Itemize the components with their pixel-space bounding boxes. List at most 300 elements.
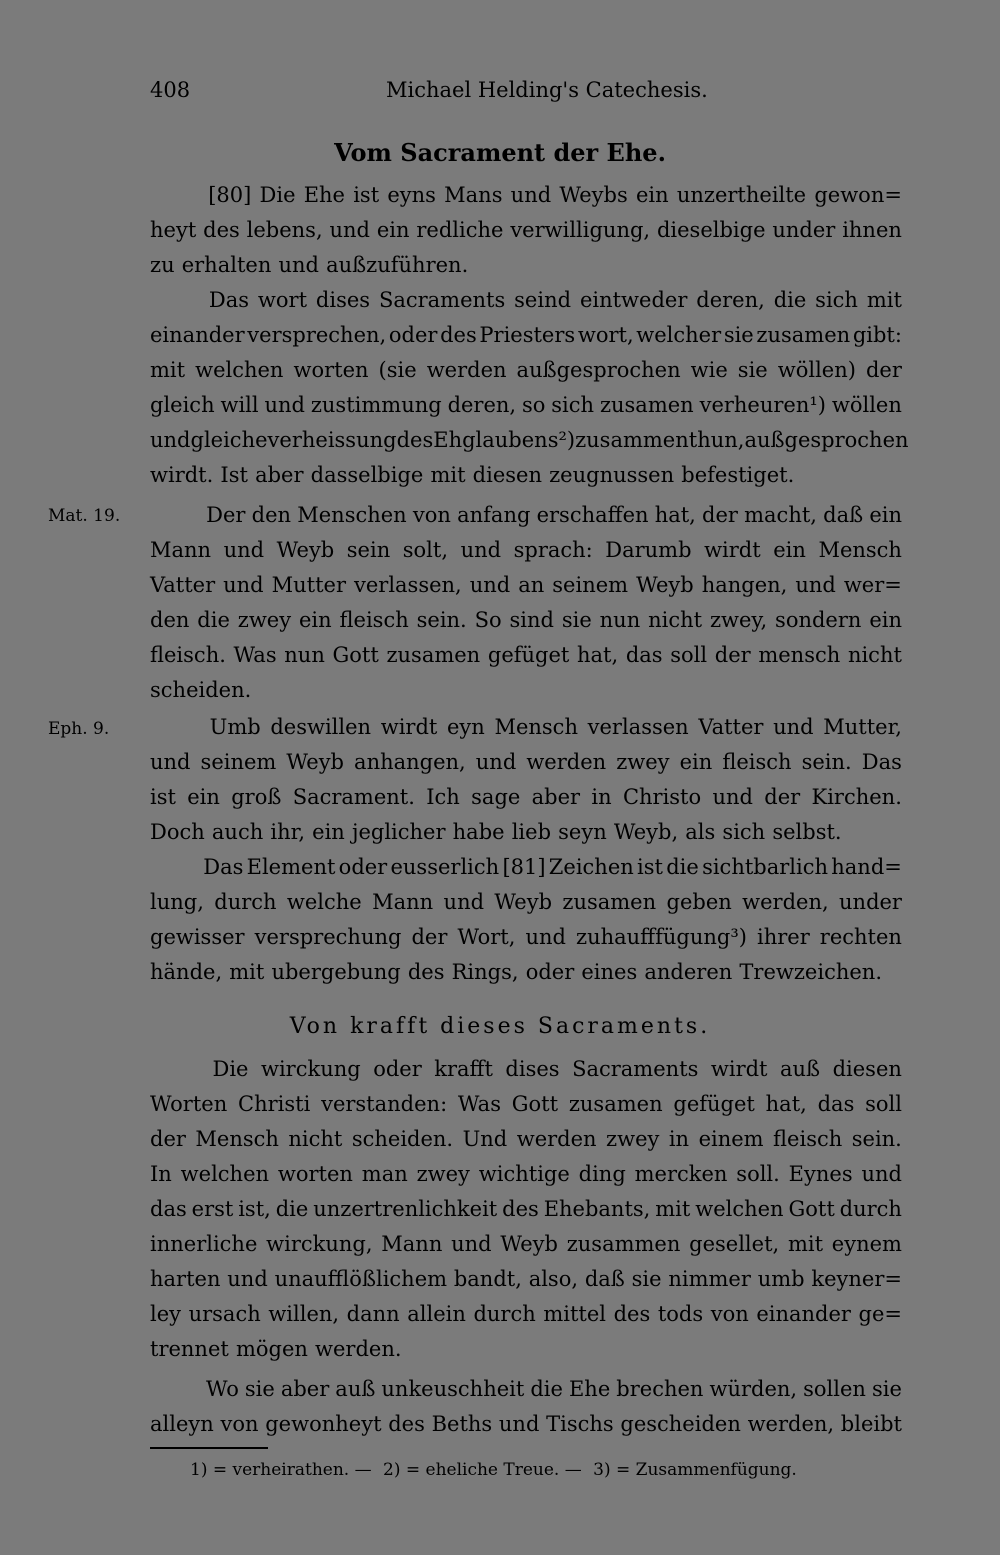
word: an <box>518 573 545 597</box>
word: Christo <box>622 785 702 809</box>
word: In <box>150 1162 172 1186</box>
word: mittel <box>543 1302 606 1326</box>
word: dann <box>346 1302 400 1326</box>
word: sich <box>551 393 595 417</box>
word: heyt <box>150 218 197 242</box>
word: von <box>710 1302 749 1326</box>
word: mit <box>787 1232 824 1256</box>
word: sich <box>722 820 766 844</box>
word: nun <box>599 608 641 632</box>
word: und <box>525 925 566 949</box>
text-line <box>150 815 902 849</box>
word: Und <box>462 1127 508 1151</box>
word: mit <box>866 288 902 312</box>
word: sein. <box>416 608 467 632</box>
word: Das <box>208 288 250 312</box>
word: sind <box>509 608 554 632</box>
word: gibt: <box>852 323 902 347</box>
word: zusamen <box>562 890 657 914</box>
word: zusammen <box>566 1232 681 1256</box>
word: Sacraments <box>378 288 506 312</box>
word: worten <box>293 358 369 382</box>
word: oder <box>525 960 575 984</box>
word: mit <box>150 358 186 382</box>
word: mercken <box>634 1162 728 1186</box>
subsection-title: Von krafft dieses Sacraments. <box>289 1014 711 1039</box>
word: eines <box>581 960 638 984</box>
word: seinem <box>552 573 629 597</box>
word: diesen <box>472 463 542 487</box>
word: Der <box>206 503 246 527</box>
word: will <box>220 393 259 417</box>
word: wie <box>690 358 728 382</box>
word: man <box>361 1162 408 1186</box>
word: unaufflößlichem <box>274 1267 448 1291</box>
word: der <box>702 503 738 527</box>
word: sein. <box>851 1127 902 1151</box>
word: redliche <box>416 218 504 242</box>
text-line <box>150 388 902 422</box>
word: unzertheilte <box>676 183 807 207</box>
word: sondern <box>775 608 862 632</box>
word: und <box>329 218 370 242</box>
word: Mutter <box>271 573 346 597</box>
word: thun, <box>688 428 745 452</box>
word: ein <box>773 538 806 562</box>
word: brechen <box>616 1377 704 1401</box>
word: einander <box>150 323 245 347</box>
word: verlassen, <box>353 573 462 597</box>
word: ist <box>637 855 663 879</box>
word: Christi <box>238 1092 311 1116</box>
word: des <box>388 1412 425 1436</box>
word: werden. <box>315 1337 402 1361</box>
word: mit <box>655 1197 691 1221</box>
word: anhangen, <box>354 750 466 774</box>
word: ubergebung <box>271 960 401 984</box>
word: soll. <box>736 1162 780 1186</box>
word: sie <box>561 608 592 632</box>
word: soll <box>670 643 708 667</box>
word: nicht <box>847 643 902 667</box>
word: die <box>530 1377 563 1401</box>
word: eyn <box>446 715 485 739</box>
word: sage <box>471 785 521 809</box>
word: von <box>412 503 451 527</box>
word: umb <box>757 1267 805 1291</box>
word: und <box>223 538 265 562</box>
word: seind <box>514 288 572 312</box>
word: innerliche <box>150 1232 258 1256</box>
word: ein <box>869 503 902 527</box>
text-line <box>150 1157 902 1191</box>
word: fleisch <box>773 1127 843 1151</box>
word: soll <box>865 1092 902 1116</box>
word: oder <box>373 1057 422 1081</box>
word: werden, <box>742 890 829 914</box>
word: sollen <box>803 1377 866 1401</box>
word: das <box>150 1197 187 1221</box>
word: des <box>613 1302 651 1326</box>
word: von <box>220 1412 259 1436</box>
footnote-1: 1) = verheirathen. — <box>190 1460 372 1480</box>
word: sie <box>631 1267 662 1291</box>
word: Eynes <box>788 1162 853 1186</box>
word: Mann <box>150 538 212 562</box>
word: werden <box>516 1127 597 1151</box>
word: ist, <box>238 1197 271 1221</box>
word: hat, <box>577 643 619 667</box>
word: Wo <box>206 1377 239 1401</box>
word: Weyb <box>636 573 694 597</box>
word: so <box>521 393 546 417</box>
word: ein <box>187 785 220 809</box>
word: unzertrenlichkeit <box>313 1197 498 1221</box>
word: werden <box>426 358 507 382</box>
word: mögen <box>235 1337 308 1361</box>
text-line <box>150 533 902 567</box>
word: den <box>150 608 190 632</box>
word: unkeuschheit <box>381 1377 525 1401</box>
word: Weybs <box>559 183 628 207</box>
word: Umb <box>209 715 261 739</box>
word: und <box>795 573 836 597</box>
text-line <box>150 1192 902 1226</box>
running-title: Michael Helding's Catechesis. <box>386 78 708 102</box>
word: durch <box>473 1302 536 1326</box>
word: Ehe <box>303 183 345 207</box>
word: solt, <box>402 538 449 562</box>
word: bandt, <box>453 1267 522 1291</box>
text-line <box>150 955 902 989</box>
word: aber <box>280 1377 330 1401</box>
word: lung, <box>150 890 204 914</box>
text-line <box>150 780 902 814</box>
word: Mensch <box>818 538 902 562</box>
word: Vatter <box>150 573 216 597</box>
word: gescheiden <box>620 1412 741 1436</box>
text-line <box>150 1262 902 1296</box>
word: durch <box>214 890 277 914</box>
word: sie <box>871 1377 902 1401</box>
word: Ist <box>220 463 248 487</box>
word: mit <box>430 463 466 487</box>
word: fleisch <box>339 608 409 632</box>
word: der <box>865 358 902 382</box>
word: scheiden. <box>150 678 252 702</box>
word: verwilligung, <box>510 218 651 242</box>
word: in <box>591 785 612 809</box>
word: deren, <box>447 393 517 417</box>
word: wöllen <box>831 393 902 417</box>
word: ein <box>635 183 669 207</box>
text-line <box>150 423 909 457</box>
text-line <box>150 638 902 672</box>
word: eintweder <box>579 288 688 312</box>
word: die <box>275 1197 309 1221</box>
word: sichtbarlich <box>702 855 829 879</box>
word: und <box>150 750 191 774</box>
word: fleisch <box>722 750 792 774</box>
word: Trewzeichen. <box>739 960 882 984</box>
text-line <box>150 1087 902 1121</box>
word: zusamen <box>568 1092 663 1116</box>
word: selbst. <box>772 820 842 844</box>
word: Gott <box>511 1092 559 1116</box>
word: und <box>498 1412 540 1436</box>
word: Beths <box>431 1412 493 1436</box>
word: tods <box>657 1302 704 1326</box>
word: erst <box>191 1197 234 1221</box>
word: ihr, <box>270 820 306 844</box>
word: gesellet, <box>689 1232 780 1256</box>
margin-note-eph: Eph. 9. <box>48 719 110 739</box>
word: Ehebants, <box>543 1197 651 1221</box>
word: als <box>685 820 716 844</box>
word: werden, <box>747 1412 835 1436</box>
text-line <box>150 283 902 317</box>
word: gewisser <box>150 925 245 949</box>
word: außgesprochen <box>744 428 909 452</box>
text-line <box>150 603 902 637</box>
word: die <box>197 608 230 632</box>
word: rechten <box>819 925 902 949</box>
word: Menschen <box>297 503 407 527</box>
text-line <box>150 213 902 247</box>
word: zusamen <box>599 393 694 417</box>
word: wer= <box>843 573 902 597</box>
word: sie <box>737 358 768 382</box>
word: verheissung <box>267 428 397 452</box>
word: sprach: <box>513 538 593 562</box>
word: Weyb <box>500 1232 558 1256</box>
word: Mann <box>381 1232 443 1256</box>
word: eyns <box>387 183 436 207</box>
text-line <box>150 178 902 212</box>
word: willen, <box>268 1302 340 1326</box>
word: under <box>772 218 836 242</box>
word: ein <box>679 750 713 774</box>
text-line <box>150 248 902 282</box>
word: die <box>773 288 807 312</box>
word: eusserlich <box>390 855 500 879</box>
word: das <box>625 643 663 667</box>
word: Mutter, <box>823 715 902 739</box>
word: welchen <box>695 1197 784 1221</box>
word: sich <box>815 288 858 312</box>
word: nun <box>284 643 325 667</box>
word: des <box>502 1197 539 1221</box>
word: das <box>817 1092 855 1116</box>
word: anderen <box>644 960 733 984</box>
word: Die <box>212 1057 249 1081</box>
word: zustimmung <box>310 393 442 417</box>
word: Sacrament. <box>292 785 415 809</box>
word: habe <box>452 820 505 844</box>
word: oder <box>338 855 388 879</box>
word: und <box>278 253 319 277</box>
word: seyn <box>558 820 607 844</box>
word: und <box>460 538 502 562</box>
text-line <box>150 1227 902 1261</box>
word: nimmer <box>668 1267 751 1291</box>
word: krafft <box>434 1057 493 1081</box>
word: welchen <box>195 358 284 382</box>
word: trennet <box>150 1337 229 1361</box>
word: auch <box>211 820 264 844</box>
text-line <box>150 673 902 707</box>
word: hat, <box>765 1092 807 1116</box>
word: [81] <box>502 855 546 879</box>
word: Weyb, <box>613 820 679 844</box>
word: ihrer <box>757 925 810 949</box>
section-title: Vom Sacrament der Ehe. <box>334 138 666 167</box>
word: würden, <box>709 1377 798 1401</box>
word: wirckung <box>260 1057 361 1081</box>
word: und <box>443 890 485 914</box>
word: Weyb <box>276 538 335 562</box>
word: Vatter <box>698 715 764 739</box>
text-line <box>150 710 902 744</box>
word: gleich <box>150 393 215 417</box>
word: mit <box>229 960 265 984</box>
word: in <box>668 1127 690 1151</box>
text-line <box>150 920 902 954</box>
word: außgesprochen <box>516 358 681 382</box>
word: Doch <box>150 820 205 844</box>
word: einem <box>698 1127 764 1151</box>
word: verstanden: <box>321 1092 448 1116</box>
word: zwey <box>237 608 292 632</box>
word: aber <box>531 785 581 809</box>
word: seinem <box>200 750 277 774</box>
word: Tischs <box>546 1412 614 1436</box>
word: Darumb <box>605 538 692 562</box>
word: und <box>861 1162 902 1186</box>
word: Mann <box>372 890 434 914</box>
word: ist <box>150 785 176 809</box>
word: [80] <box>208 183 252 207</box>
word: erhalten <box>181 253 272 277</box>
word: deswillen <box>270 715 372 739</box>
word: Sacraments <box>572 1057 699 1081</box>
text-line <box>150 458 902 492</box>
text-line <box>150 850 902 884</box>
word: daß <box>584 1267 625 1291</box>
word: versprechen, <box>247 323 387 347</box>
word: Die <box>259 183 296 207</box>
word: des <box>407 960 445 984</box>
word: under <box>839 890 902 914</box>
word: Ich <box>426 785 460 809</box>
word: und <box>469 573 511 597</box>
word: Rings, <box>451 960 519 984</box>
word: die <box>666 855 699 879</box>
word: aber <box>255 463 304 487</box>
word: auß <box>335 1377 376 1401</box>
word: durch <box>839 1197 902 1221</box>
word: auß <box>780 1057 821 1081</box>
word: gleiche <box>190 428 268 452</box>
word: den <box>251 503 292 527</box>
word: wirdt <box>380 715 438 739</box>
word: Was <box>233 643 277 667</box>
word: Mans <box>444 183 503 207</box>
margin-note-mat: Mat. 19. <box>48 506 121 526</box>
word: So <box>474 608 502 632</box>
word: des <box>203 218 240 242</box>
word: Mensch <box>195 1127 279 1151</box>
word: ley <box>150 1302 182 1326</box>
word: zuhaufffügung³) <box>576 925 747 949</box>
word: allein <box>407 1302 466 1326</box>
word: sein <box>346 538 391 562</box>
word: der <box>764 785 801 809</box>
word: zusammen <box>575 428 689 452</box>
word: einander <box>756 1302 851 1326</box>
text-line <box>150 745 902 779</box>
word: dasselbige <box>310 463 424 487</box>
word: gewon= <box>814 183 902 207</box>
word: sie <box>244 1377 275 1401</box>
word: ein <box>376 218 410 242</box>
word: anfang <box>457 503 531 527</box>
word: mensch <box>758 643 841 667</box>
word: Element <box>246 855 336 879</box>
word: Das <box>861 750 902 774</box>
word: erschaffen <box>536 503 649 527</box>
word: jeglicher <box>351 820 446 844</box>
text-line <box>150 498 902 532</box>
word: gewonheyt <box>265 1412 382 1436</box>
word: nicht <box>288 1127 343 1151</box>
word: gefüget <box>487 643 570 667</box>
text-line <box>150 1372 902 1406</box>
word: wirdt. <box>150 463 214 487</box>
word: fleisch. <box>150 643 226 667</box>
word: zusamen <box>756 323 851 347</box>
word: der <box>150 1127 186 1151</box>
word: Ehe <box>568 1377 611 1401</box>
word: groß <box>231 785 282 809</box>
word: zwey <box>416 1162 470 1186</box>
word: Weyb <box>286 750 344 774</box>
word: und <box>712 785 753 809</box>
word: befestiget. <box>681 463 795 487</box>
word: und <box>773 715 814 739</box>
word: zwey <box>606 1127 660 1151</box>
page-number: 408 <box>150 78 191 102</box>
word: sie <box>723 323 754 347</box>
word: Wort, <box>457 925 516 949</box>
word: verlassen <box>587 715 689 739</box>
word: Weyb <box>494 890 553 914</box>
word: welchen <box>180 1162 270 1186</box>
word: Gott <box>332 643 379 667</box>
word: deren, <box>696 288 765 312</box>
footnotes <box>190 1455 803 1485</box>
word: welche <box>286 890 362 914</box>
word: lebens, <box>246 218 323 242</box>
word: macht, <box>744 503 817 527</box>
word: des <box>440 323 477 347</box>
word: bleibt <box>840 1412 902 1436</box>
word: keyner= <box>811 1267 902 1291</box>
word: ein <box>298 608 332 632</box>
footnote-3: 3) = Zusammenfügung. <box>593 1460 797 1480</box>
word: der <box>411 925 448 949</box>
word: dises <box>315 288 371 312</box>
